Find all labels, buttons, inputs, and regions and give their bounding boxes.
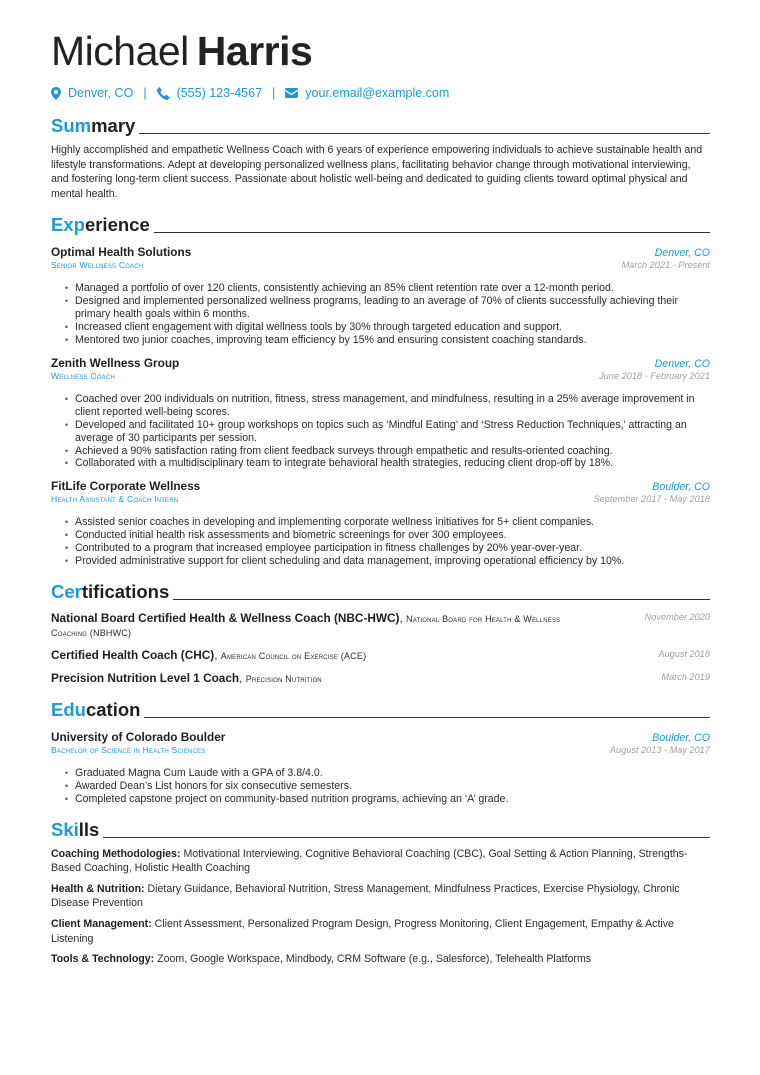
entry-date: September 2017 - May 2018 — [593, 494, 710, 505]
certification-date: November 2020 — [644, 611, 710, 622]
bullet-item: • Conducted initial health risk assessments and biometric screenings for over 300 employees. — [65, 529, 710, 542]
experience-entry — [51, 245, 710, 347]
section-title: Certifications — [51, 580, 170, 602]
bullet-item: • Increased client engagement with digital wellness tools by 30% through targeted education and support. — [65, 321, 710, 334]
job-title: Health Assistant & Coach Intern — [51, 494, 179, 505]
experience-section-header — [51, 214, 710, 236]
skill-items: Dietary Guidance, Behavioral Nutrition, Stress Management, Mindfulness Practices, Exercise Physiology, Chronic Disease Prevention — [51, 882, 680, 910]
education-section-header — [51, 699, 710, 721]
entry-date: March 2021 - Present — [621, 260, 710, 271]
entry-location: Denver, CO — [654, 357, 710, 370]
phone-text: (555) 123-4567 — [176, 86, 263, 100]
experience-entry — [51, 479, 710, 568]
employer-name: Zenith Wellness Group — [51, 355, 180, 370]
section-divider — [173, 599, 710, 600]
phone-icon — [157, 87, 170, 100]
bullet-list — [65, 282, 710, 347]
certification-name: National Board Certified Health & Wellness Coach (NBC-HWC) — [51, 610, 400, 625]
bullet-list — [65, 393, 710, 470]
email-text: your.email@example.com — [305, 86, 450, 100]
bullet-item: • Mentored two junior coaches, improving team efficiency by 15% and ensuring consistent coaching standards. — [65, 334, 710, 347]
certification-name: Certified Health Coach (CHC) — [51, 647, 215, 662]
bullet-item: • Provided administrative support for client scheduling and data management, improving operational efficiency by 10%. — [65, 555, 710, 568]
certification-date: March 2019 — [661, 671, 710, 682]
bullet-item: • Designed and implemented personalized wellness programs, leading to an average of 70% of clients successfully achieving their primary health goals within 6 months. — [65, 295, 710, 321]
skill-items: Client Assessment, Personalized Program Design, Progress Monitoring, Client Engagement, Empathy & Active Listening — [51, 918, 674, 945]
skill-row — [51, 917, 710, 946]
skill-row — [51, 952, 710, 967]
skill-category: Client Management: — [51, 918, 152, 931]
entry-location: Denver, CO — [654, 247, 710, 260]
candidate-name — [51, 28, 710, 74]
school-name: University of Colorado Boulder — [51, 729, 226, 744]
skill-category: Health & Nutrition: — [51, 882, 145, 895]
contact-line — [51, 85, 710, 101]
contact-separator: | — [143, 86, 147, 100]
entry-location: Boulder, CO — [652, 481, 710, 494]
degree-title: Bachelor of Science in Health Sciences — [51, 744, 206, 755]
bullet-list — [65, 767, 710, 806]
bullet-list — [65, 516, 710, 568]
skill-row — [51, 847, 710, 876]
envelope-icon — [285, 88, 298, 98]
education-entry — [51, 730, 710, 806]
bullet-item: • Developed and facilitated 10+ group workshops on topics such as ‘Mindful Eating’ and ‘Stress Reduction Techniques,’ attracting an average of 30 participants per session. — [65, 419, 710, 445]
bullet-item: • Completed capstone project on community-based nutrition programs, achieving an ‘A’ grade. — [65, 793, 710, 806]
section-title: Skills — [51, 818, 100, 840]
section-divider — [144, 717, 710, 718]
section-title: Summary — [51, 115, 136, 136]
contact-location — [51, 86, 133, 100]
job-title: Wellness Coach — [51, 370, 115, 381]
certification-date: August 2018 — [658, 648, 710, 659]
bullet-item: • Assisted senior coaches in developing and implementing corporate wellness initiatives for 5+ client companies. — [65, 516, 710, 529]
certifications-section-header — [51, 581, 710, 603]
location-text: Denver, CO — [68, 86, 134, 100]
bullet-item: • Graduated Magna Cum Laude with a GPA of 3.8/4.0. — [65, 767, 710, 780]
skill-category: Tools & Technology: — [51, 953, 155, 966]
summary-section-header — [51, 115, 710, 137]
skill-category: Coaching Methodologies: — [51, 847, 181, 860]
certification-name: Precision Nutrition Level 1 Coach — [51, 670, 240, 685]
bullet-item: • Collaborated with a multidisciplinary team to integrate behavioral health strategies, reducing client drop-off by 18%. — [65, 457, 710, 470]
job-title: Senior Wellness Coach — [51, 260, 144, 271]
experience-entry — [51, 356, 710, 470]
bullet-item: • Contributed to a program that increased employee participation in fitness challenges by 20% year-over-year. — [65, 542, 710, 555]
skill-items: Motivational Interviewing, Cognitive Behavioral Coaching (CBC), Goal Setting & Action Planning, Strengths-Based Coaching, Holistic Health Coaching — [51, 847, 688, 875]
employer-name: FitLife Corporate Wellness — [51, 479, 201, 494]
certification-entry: Precision Nutrition Level 1 Coach, Precision Nutrition March 2019 — [51, 670, 710, 685]
employer-name: Optimal Health Solutions — [51, 245, 192, 260]
summary-text: Highly accomplished and empathetic Wellness Coach with 6 years of experience empowering individuals to achieve sustainable health and lifestyle transformations. Adept at developing personalized wellness plans, facilitating behavior change through motivational interviewing, and fostering long-term client success. Passionate about holistic well-being and dedicated to guiding clients toward optimal physical and mental health. — [51, 144, 703, 200]
certification-entry: National Board Certified Health & Wellness Coach (NBC-HWC), National Board for Health & Wellness Coaching (NBHWC) November 2020 — [51, 610, 710, 638]
bullet-item: • Coached over 200 individuals on nutrition, fitness, stress management, and mindfulness, resulting in a 25% average improvement in client reported well-being scores. — [65, 393, 710, 419]
skill-items: Zoom, Google Workspace, Mindbody, CRM Software (e.g., Salesforce), Telehealth Platforms — [157, 953, 592, 966]
contact-separator: | — [272, 86, 276, 100]
resume-page — [51, 28, 710, 967]
first-name: Michael — [51, 28, 189, 74]
section-divider — [103, 837, 710, 838]
certification-issuer: Precision Nutrition — [245, 673, 322, 684]
section-divider — [139, 133, 710, 134]
skills-section-header — [51, 819, 710, 841]
contact-phone[interactable] — [157, 86, 262, 100]
bullet-item: • Achieved a 90% satisfaction rating from client feedback surveys through empathetic and results-oriented coaching. — [65, 445, 710, 458]
certification-issuer: American Council on Exercise (ACE) — [220, 650, 367, 661]
entry-location: Boulder, CO — [652, 731, 710, 744]
skill-row — [51, 882, 710, 911]
entry-date: August 2013 - May 2017 — [609, 744, 710, 755]
section-divider — [154, 232, 710, 233]
bullet-item: • Managed a portfolio of over 120 clients, consistently achieving an 85% client retention rate over a 12-month period. — [65, 282, 710, 295]
contact-email[interactable] — [285, 86, 449, 100]
map-marker-icon — [51, 87, 61, 100]
section-title: Education — [51, 698, 141, 720]
section-title: Experience — [51, 214, 150, 236]
certification-entry: Certified Health Coach (CHC), American Council on Exercise (ACE) August 2018 — [51, 647, 710, 662]
bullet-item: • Awarded Dean’s List honors for six consecutive semesters. — [65, 780, 710, 793]
certification-issuer: National Board for Health & Wellness Coaching (NBHWC) — [51, 613, 561, 638]
last-name: Harris — [196, 28, 313, 74]
entry-date: June 2018 - February 2021 — [599, 370, 710, 381]
